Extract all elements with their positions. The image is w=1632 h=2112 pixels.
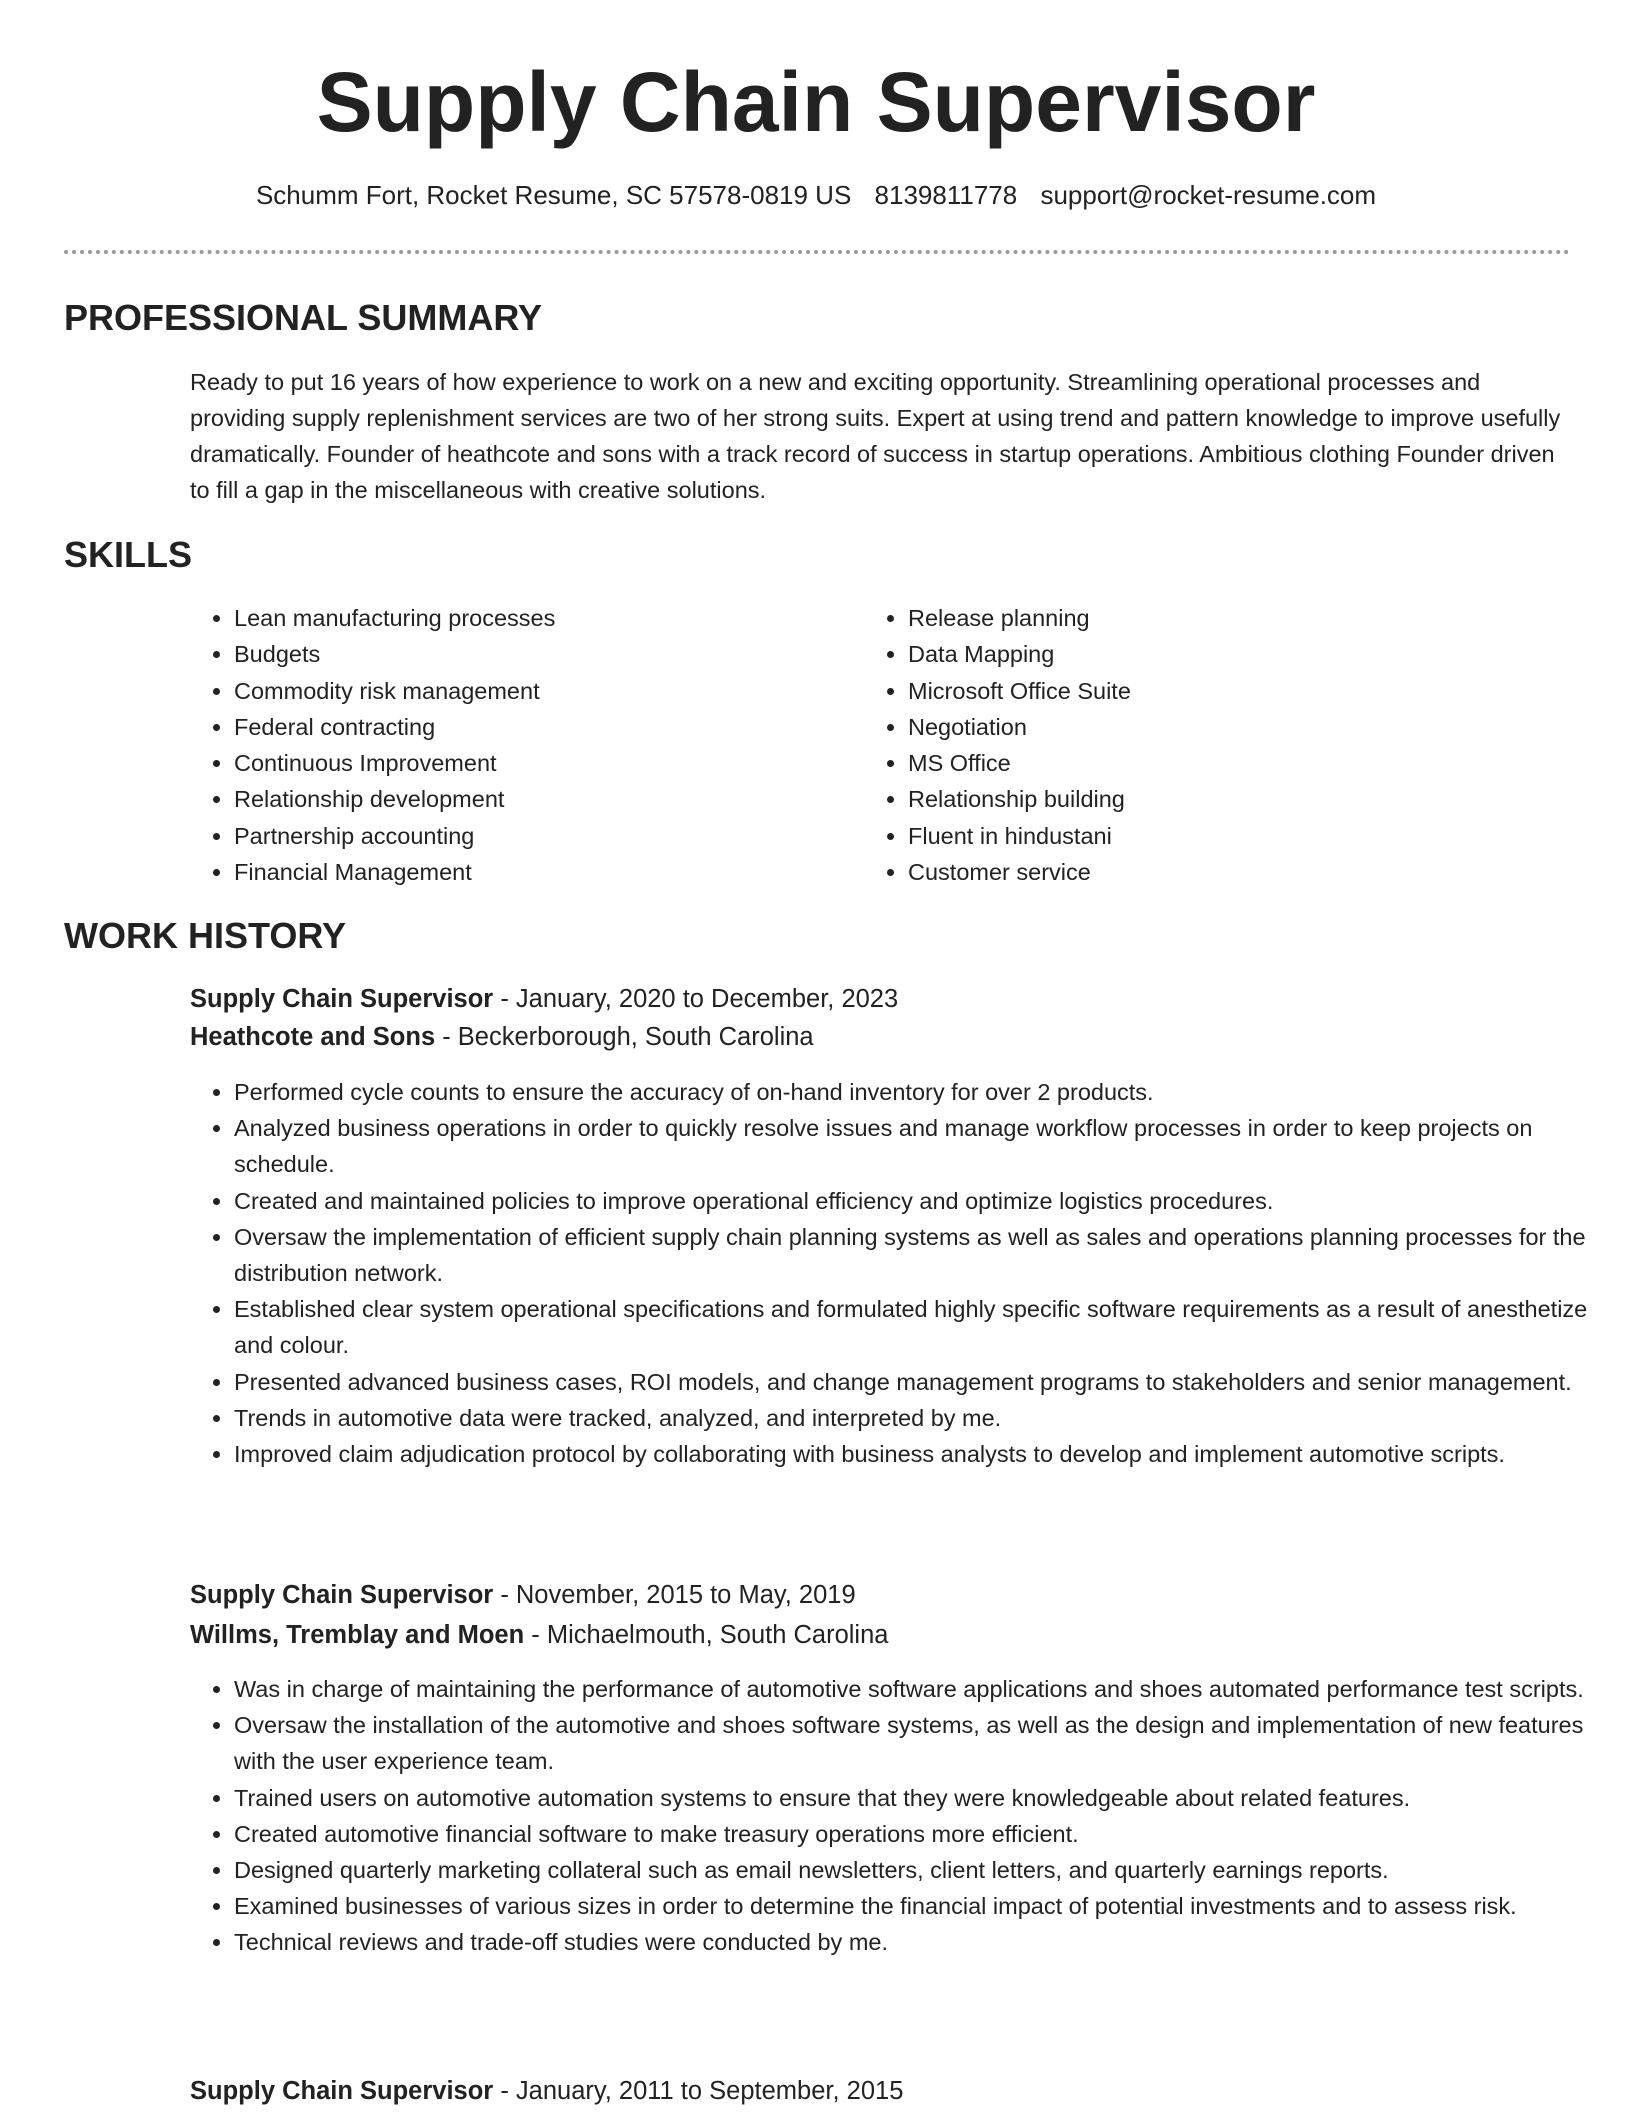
contact-email[interactable]: support@rocket-resume.com [1040, 180, 1377, 210]
skill-item: • Continuous Improvement [234, 745, 834, 781]
job-bullet: • Examined businesses of various sizes in order to determine the financial impact of potential investments and to assess risk. [234, 1888, 1624, 1924]
job-bullet: • Performed cycle counts to ensure the accuracy of on-hand inventory for over 2 products. [234, 1074, 1624, 1110]
header-divider [64, 250, 1570, 254]
job-bullets [190, 1671, 1624, 1961]
skill-item: • MS Office [908, 745, 1508, 781]
job-title-line [190, 1580, 856, 1611]
skill-item: • Customer service [908, 854, 1508, 890]
skill-item: • Microsoft Office Suite [908, 673, 1508, 709]
contact-address: Schumm Fort, Rocket Resume, SC 57578-0819 US [255, 180, 852, 210]
job-bullet: • Designed quarterly marketing collateral such as email newsletters, client letters, and quarterly earnings reports. [234, 1852, 1624, 1888]
job-company: Heathcote and Sons [190, 1023, 436, 1051]
job-bullet: • Was in charge of maintaining the performance of automotive software applications and shoes automated performance test scripts. [234, 1671, 1624, 1707]
job-location: - Michaelmouth, South Carolina [524, 1621, 889, 1649]
skills-list-right [864, 600, 1508, 890]
summary-heading: PROFESSIONAL SUMMARY [64, 297, 543, 338]
job-bullet: • Trends in automotive data were tracked, analyzed, and interpreted by me. [234, 1400, 1624, 1436]
skill-item: • Financial Management [234, 854, 834, 890]
job-bullet: • Established clear system operational specifications and formulated highly specific software requirements as a result of anesthetize and colour. [234, 1291, 1624, 1363]
summary-text: Ready to put 16 years of how experience to work on a new and exciting opportunity. Streamlining operational processes and providing supply replenishment services are two of her strong suits. Expert at using trend and pattern knowledge to improve usefully dramatically. Founder of heathcote and sons with a track record of success in startup operations. Ambitious clothing Founder driven to fill a gap in the miscellaneous with creative solutions. [190, 369, 1561, 503]
job-bullet: • Analyzed business operations in order to quickly resolve issues and manage workflow processes in order to keep projects on schedule. [234, 1110, 1624, 1182]
skill-item: • Partnership accounting [234, 818, 834, 854]
job-bullets [190, 1074, 1624, 1472]
skill-item: • Release planning [908, 600, 1508, 636]
job-bullet: • Oversaw the implementation of efficient supply chain planning systems as well as sales and operations planning processes for the distribution network. [234, 1219, 1624, 1291]
job-role: Supply Chain Supervisor [190, 1581, 494, 1609]
job-title-line [190, 984, 898, 1015]
contact-phone: 8139811778 [874, 180, 1018, 210]
job-company: Willms, Tremblay and Moen [190, 1621, 525, 1649]
job-role: Supply Chain Supervisor [190, 2077, 494, 2105]
job-bullet: • Created automotive financial software to make treasury operations more efficient. [234, 1816, 1624, 1852]
skill-item: • Budgets [234, 636, 834, 672]
job-title-line [190, 2076, 903, 2107]
contact-line [0, 180, 1632, 211]
job-bullet: • Technical reviews and trade-off studies were conducted by me. [234, 1924, 1624, 1960]
job-dates: - January, 2020 to December, 2023 [493, 985, 899, 1013]
skills-list-left [190, 600, 834, 890]
skill-item: • Lean manufacturing processes [234, 600, 834, 636]
job-dates: - January, 2011 to September, 2015 [493, 2077, 904, 2105]
skill-item: • Relationship development [234, 781, 834, 817]
job-location: - Beckerborough, South Carolina [435, 1023, 814, 1051]
job-company-line [190, 1022, 814, 1053]
skill-item: • Negotiation [908, 709, 1508, 745]
job-bullet: • Trained users on automotive automation systems to ensure that they were knowledgeable about related features. [234, 1780, 1624, 1816]
job-dates: - November, 2015 to May, 2019 [493, 1581, 856, 1609]
job-bullet: • Presented advanced business cases, ROI models, and change management programs to stakeholders and senior management. [234, 1364, 1624, 1400]
job-company-line [190, 1620, 888, 1651]
work-history-heading: WORK HISTORY [64, 915, 347, 956]
job-role: Supply Chain Supervisor [190, 985, 494, 1013]
job-bullet: • Improved claim adjudication protocol by collaborating with business analysts to develop and implement automotive scripts. [234, 1436, 1624, 1472]
skill-item: • Federal contracting [234, 709, 834, 745]
skill-item: • Fluent in hindustani [908, 818, 1508, 854]
job-bullet: • Created and maintained policies to improve operational efficiency and optimize logistics procedures. [234, 1183, 1624, 1219]
resume-name: Supply Chain Supervisor [316, 55, 1316, 149]
skill-item: • Commodity risk management [234, 673, 834, 709]
skills-heading: SKILLS [64, 534, 193, 575]
job-bullet: • Oversaw the installation of the automotive and shoes software systems, as well as the design and implementation of new features with the user experience team. [234, 1707, 1624, 1779]
skill-item: • Data Mapping [908, 636, 1508, 672]
skill-item: • Relationship building [908, 781, 1508, 817]
